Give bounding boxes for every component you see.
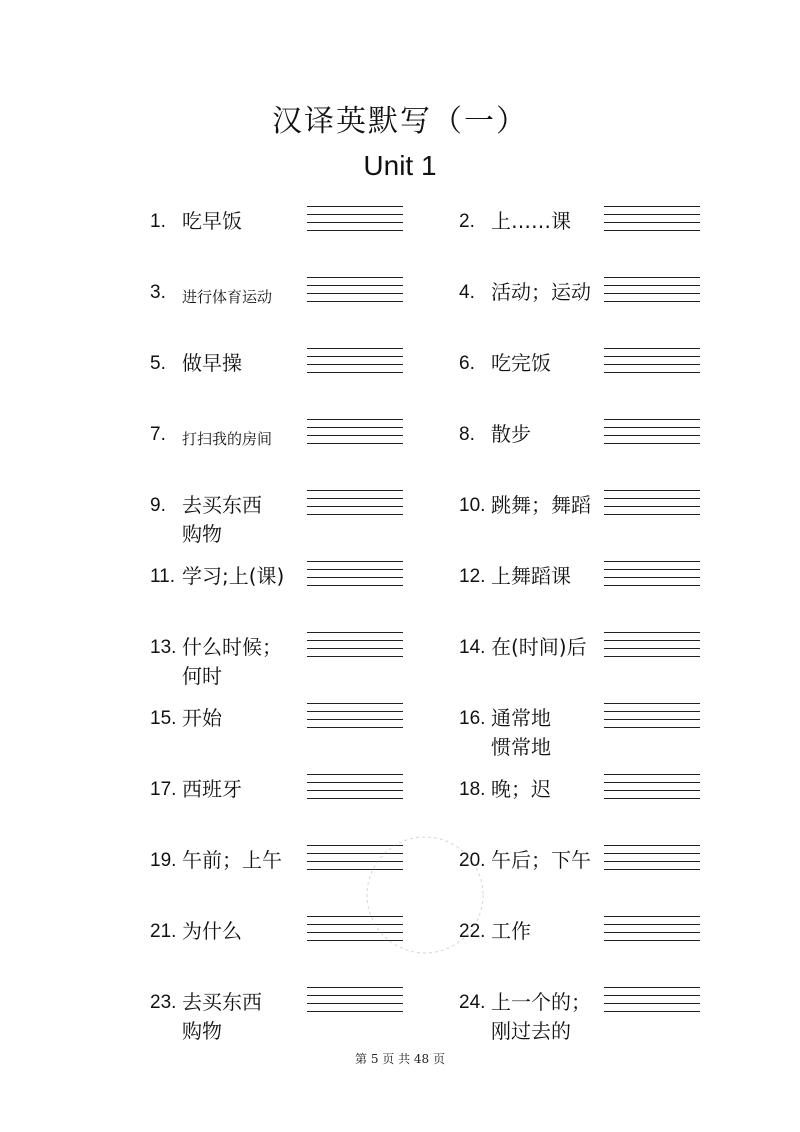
item-prompt: 吃早饭 [182,209,242,233]
writing-line [604,940,700,941]
writing-line [307,798,403,799]
writing-line [307,577,403,578]
writing-line [307,364,403,365]
writing-line [307,514,403,515]
item-prompt: 做早操 [182,351,242,375]
writing-line [307,987,403,988]
writing-line [604,790,700,791]
writing-line [307,869,403,870]
item-prompt: 跳舞；舞蹈 [491,493,591,517]
item-number: 2. [459,211,475,232]
writing-line [604,514,700,515]
writing-line [307,506,403,507]
writing-line [604,853,700,854]
writing-line [604,277,700,278]
item-number: 7. [150,424,166,445]
writing-line [307,569,403,570]
answer-lines[interactable] [604,987,700,1013]
writing-line [604,932,700,933]
writing-line [307,1003,403,1004]
page-footer: 第 5 页 共 48 页 [355,1052,445,1066]
writing-line [307,301,403,302]
answer-lines[interactable] [307,419,403,445]
answer-lines[interactable] [604,561,700,587]
writing-line [604,569,700,570]
item-prompt: 西班牙 [182,777,242,801]
writing-line [307,419,403,420]
writing-line [604,443,700,444]
item-prompt: 晚；迟 [491,777,551,801]
item-number: 23. [150,992,177,1013]
writing-line [604,561,700,562]
answer-lines[interactable] [604,845,700,871]
item-prompt: 活动；运动 [491,280,591,304]
writing-line [307,277,403,278]
writing-line [604,924,700,925]
item-number: 4. [459,282,475,303]
item-prompt: 学习;上(课) [182,564,285,588]
item-number: 17. [150,779,177,800]
writing-line [307,1011,403,1012]
writing-line [604,869,700,870]
writing-line [307,940,403,941]
writing-line [604,1011,700,1012]
writing-line [604,506,700,507]
answer-lines[interactable] [307,845,403,871]
writing-line [307,924,403,925]
writing-line [604,727,700,728]
answer-lines[interactable] [307,987,403,1013]
item-number: 24. [459,992,486,1013]
item-prompt: 午前；上午 [182,848,282,872]
answer-lines[interactable] [307,632,403,658]
writing-line [307,703,403,704]
answer-lines[interactable] [307,348,403,374]
item-prompt: 散步 [491,422,531,446]
writing-line [604,214,700,215]
writing-line [307,443,403,444]
item-number: 16. [459,708,486,729]
item-prompt: 工作 [491,919,531,943]
item-prompt: 上……课 [491,209,571,233]
writing-line [604,987,700,988]
item-number: 20. [459,850,486,871]
writing-line [604,364,700,365]
writing-line [604,356,700,357]
writing-line [604,798,700,799]
writing-line [604,435,700,436]
writing-line [307,230,403,231]
item-prompt: 为什么 [182,919,242,943]
writing-line [604,490,700,491]
answer-lines[interactable] [604,277,700,303]
writing-line [307,782,403,783]
writing-line [604,648,700,649]
answer-lines[interactable] [307,490,403,516]
item-number: 22. [459,921,486,942]
writing-line [307,640,403,641]
answer-lines[interactable] [604,348,700,374]
item-prompt: 去买东西 购物 [182,990,262,1043]
writing-line [307,853,403,854]
answer-lines[interactable] [604,774,700,800]
item-number: 1. [150,211,166,232]
writing-line [604,222,700,223]
answer-lines[interactable] [307,206,403,232]
writing-line [307,435,403,436]
writing-line [307,711,403,712]
item-prompt: 进行体育运动 [182,288,273,306]
writing-line [604,640,700,641]
item-number: 8. [459,424,475,445]
writing-line [604,230,700,231]
answer-lines[interactable] [307,916,403,942]
writing-line [604,995,700,996]
writing-line [307,916,403,917]
writing-line [307,348,403,349]
writing-line [604,774,700,775]
writing-line [307,648,403,649]
item-number: 11. [150,566,176,587]
item-prompt: 吃完饭 [491,351,551,375]
writing-line [307,356,403,357]
answer-lines[interactable] [307,774,403,800]
writing-line [307,656,403,657]
item-prompt: 午后；下午 [491,848,591,872]
writing-line [604,1003,700,1004]
writing-line [604,419,700,420]
writing-line [604,916,700,917]
writing-line [604,285,700,286]
writing-line [307,585,403,586]
answer-lines[interactable] [604,916,700,942]
writing-line [307,774,403,775]
answer-lines[interactable] [307,561,403,587]
item-number: 14. [459,637,486,658]
answer-lines[interactable] [604,632,700,658]
item-prompt: 上舞蹈课 [491,564,571,588]
item-number: 12. [459,566,486,587]
writing-line [604,427,700,428]
writing-line [307,285,403,286]
item-number: 18. [459,779,486,800]
item-number: 13. [150,637,177,658]
item-number: 5. [150,353,166,374]
writing-line [604,782,700,783]
answer-lines[interactable] [604,490,700,516]
writing-line [307,206,403,207]
writing-line [604,206,700,207]
answer-lines[interactable] [604,703,700,729]
writing-line [604,719,700,720]
writing-line [604,577,700,578]
writing-line [307,561,403,562]
writing-line [307,490,403,491]
writing-line [604,703,700,704]
writing-line [307,727,403,728]
writing-line [604,861,700,862]
item-number: 15. [150,708,177,729]
page-title: 汉译英默写（一） [272,104,528,139]
answer-lines[interactable] [604,206,700,232]
writing-line [307,214,403,215]
writing-line [307,790,403,791]
answer-lines[interactable] [307,703,403,729]
writing-line [307,845,403,846]
writing-line [604,585,700,586]
writing-line [604,301,700,302]
item-number: 21. [150,921,177,942]
item-number: 10. [459,495,486,516]
writing-line [604,293,700,294]
writing-line [604,348,700,349]
item-prompt: 通常地 惯常地 [491,706,551,759]
item-number: 6. [459,353,475,374]
writing-line [604,845,700,846]
writing-line [307,498,403,499]
writing-line [307,372,403,373]
unit-heading: Unit 1 [363,150,437,181]
writing-line [604,711,700,712]
item-prompt: 去买东西 购物 [182,493,262,546]
answer-lines[interactable] [307,277,403,303]
answer-lines[interactable] [604,419,700,445]
item-prompt: 什么时候； 何时 [182,635,282,688]
item-prompt: 在(时间)后 [491,635,587,659]
item-prompt: 上一个的； 刚过去的 [491,990,591,1043]
writing-line [307,427,403,428]
writing-line [307,222,403,223]
writing-line [604,372,700,373]
item-number: 9. [150,495,166,516]
writing-line [307,293,403,294]
writing-line [307,932,403,933]
writing-line [307,995,403,996]
writing-line [307,632,403,633]
writing-line [604,632,700,633]
item-prompt: 打扫我的房间 [182,430,273,448]
item-number: 3. [150,282,166,303]
writing-line [604,498,700,499]
writing-line [604,656,700,657]
item-number: 19. [150,850,177,871]
writing-line [307,719,403,720]
writing-line [307,861,403,862]
item-prompt: 开始 [182,706,222,730]
